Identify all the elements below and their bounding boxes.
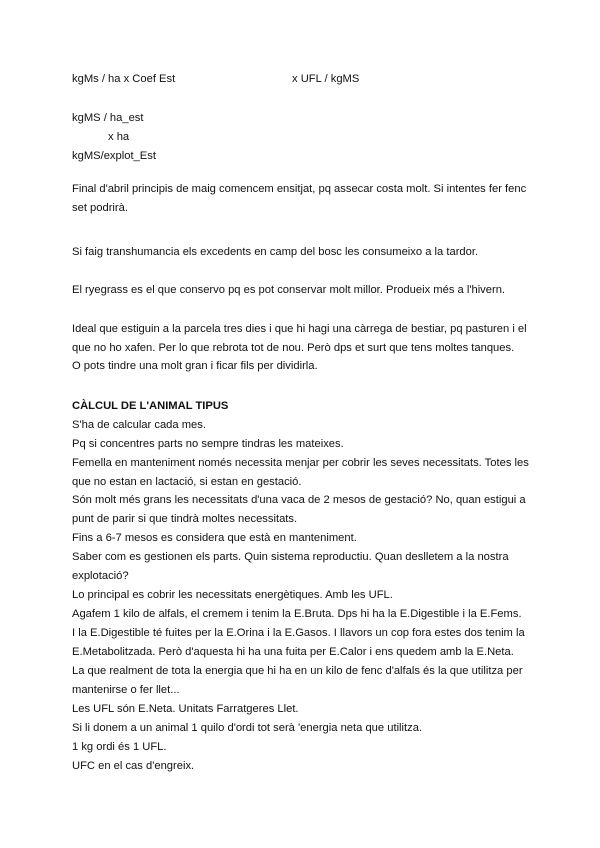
paragraph-ensitjat: Final d'abril principis de maig comencem ensitjat, pq assecar costa molt. Si intentes fer fenc set podrirà. xyxy=(72,183,527,214)
section-line: La que realment de tota la energia que hi ha en un kilo de fenc d'alfals és la que utilitza per mantenirse o fer llet... xyxy=(72,665,523,696)
section-line: Pq si concentres parts no sempre tindras les mateixes. xyxy=(72,438,344,450)
section-line: S'ha de calcular cada mes. xyxy=(72,419,206,431)
formula-line-1-left: kgMs / ha x Coef Est xyxy=(72,73,176,85)
paragraph-ryegrass: El ryegrass es el que conservo pq es pot conservar molt millor. Produeix més a l'hivern. xyxy=(72,284,506,296)
section-line: Saber com es gestionen els parts. Quin sistema reproductiu. Quan deslletem a la nostra explotació? xyxy=(72,551,509,582)
section-line: Si li donem a un animal 1 quilo d'ordi tot serà 'energia neta que utilitza. xyxy=(72,722,423,734)
section-line: Lo principal es cobrir les necessitats energètiques. Amb les UFL. xyxy=(72,589,393,601)
paragraph-transhumancia: Si faig transhumancia els excedents en camp del bosc les consumeixo a la tardor. xyxy=(72,246,479,258)
formula-line-4: kgMS/explot_Est xyxy=(72,150,156,162)
section-line: Femella en manteniment només necessita menjar per cobrir les seves necessitats. Totes les que no estan en lactació, si estan en gestació. xyxy=(72,457,529,488)
section-line: Són molt més grans les necessitats d'una vaca de 2 mesos de gestació? No, quan estigui a punt de parir si que tindrà moltes necessitats. xyxy=(72,494,526,525)
formula-line-1-right: x UFL / kgMS xyxy=(292,73,360,85)
section-line: 1 kg ordi és 1 UFL. xyxy=(72,741,167,753)
formula-line-3: x ha xyxy=(108,131,130,143)
section-line: Les UFL són E.Neta. Unitats Farratgeres Llet. xyxy=(72,703,299,715)
section-line: I la E.Digestible té fuites per la E.Orina i la E.Gasos. I llavors un cop fora estes dos tenim la E.Metabolitzada. Però d'aquesta hi ha una fuita per E.Calor i ens quedem amb la E.Neta. xyxy=(72,627,525,658)
section-line: Agafem 1 kilo de alfals, el cremem i tenim la E.Bruta. Dps hi ha la E.Digestible i la E.Fems. xyxy=(72,608,522,620)
paragraph-parcela: Ideal que estiguin a la parcela tres dies i que hi hagi una càrrega de bestiar, pq pasturen i el que no ho xafen. Per lo que rebrota tot de nou. Però dps et surt que tens moltes tanques. xyxy=(72,323,527,354)
section-line: UFC en el cas d'engreix. xyxy=(72,760,195,772)
paragraph-fils: O pots tindre una molt gran i ficar fils per dividirla. xyxy=(72,360,318,372)
section-line: Fins a 6-7 mesos es considera que està en manteniment. xyxy=(72,532,357,544)
section-heading: CÀLCUL DE L'ANIMAL TIPUS xyxy=(72,400,229,412)
formula-line-2: kgMS / ha_est xyxy=(72,112,144,124)
